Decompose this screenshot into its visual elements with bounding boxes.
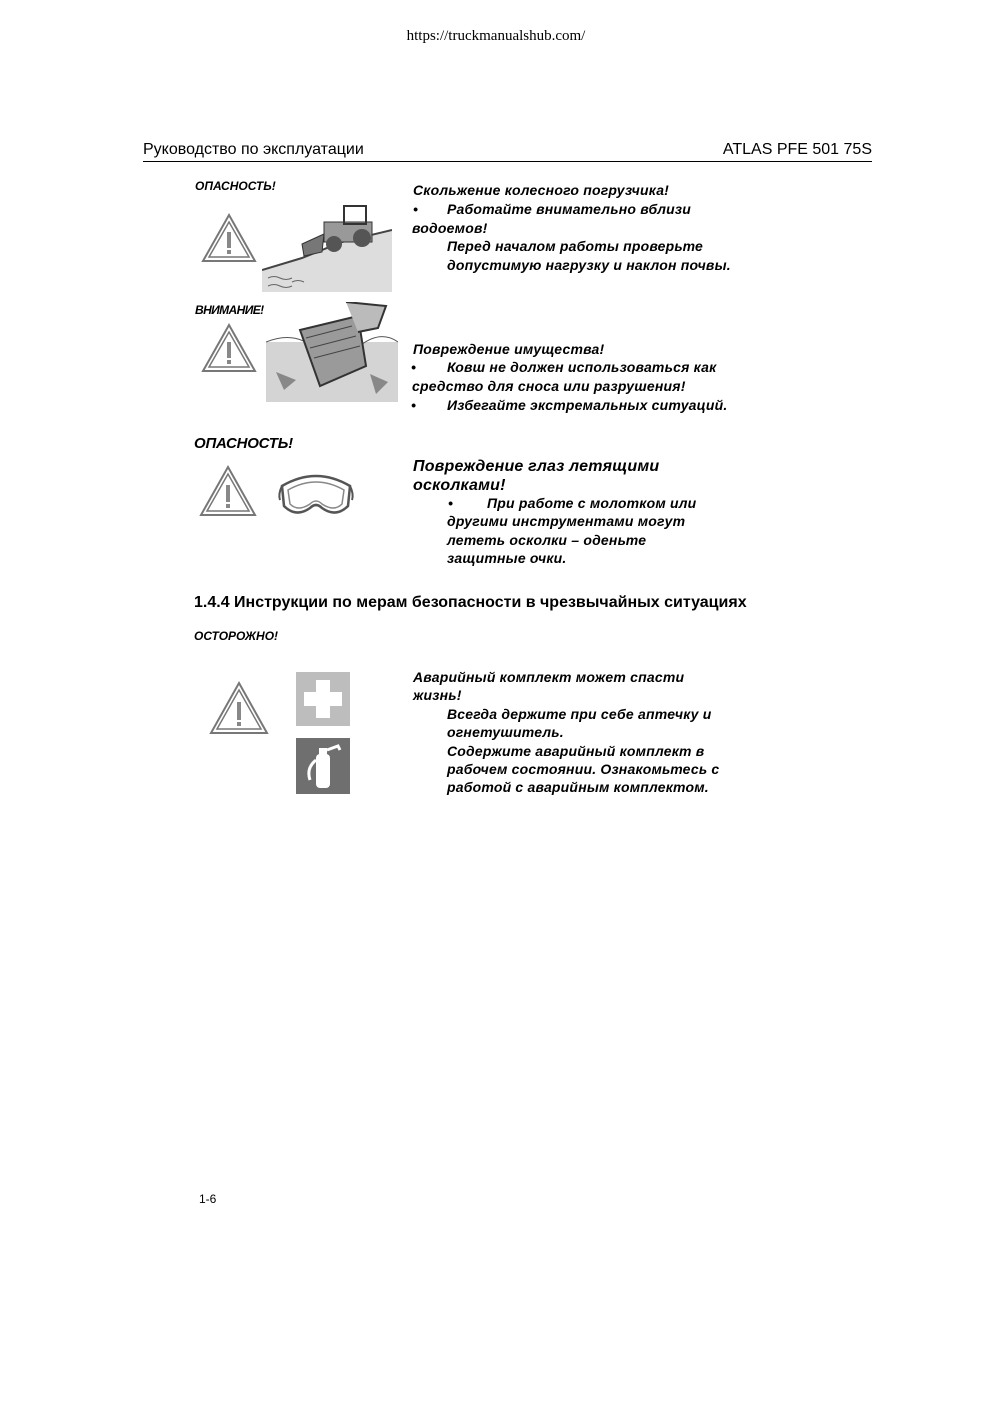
bullet: •: [411, 397, 417, 413]
block1-heading: Скольжение колесного погрузчика!: [413, 182, 670, 198]
warning-triangle-icon: [200, 322, 258, 374]
block1-line: Работайте внимательно вблизи: [447, 201, 691, 217]
safety-goggles-icon: [276, 464, 356, 520]
signal-word-danger-2: ОПАСНОСТЬ!: [194, 435, 293, 452]
page-number: 1-6: [199, 1192, 217, 1206]
section-line: работой с аварийным комплектом.: [447, 779, 709, 795]
header-title: Руководство по эксплуатации: [143, 141, 364, 158]
bullet: •: [411, 359, 417, 375]
fire-extinguisher-icon: [296, 738, 350, 794]
signal-word-danger-1: ОПАСНОСТЬ!: [195, 179, 276, 193]
block3-line: лететь осколки – оденьте: [447, 532, 647, 548]
section-title: 1.4.4 Инструкции по мерам безопасности в чрезвычайных ситуациях: [194, 594, 747, 611]
source-url[interactable]: https://truckmanualshub.com/: [406, 28, 586, 44]
block3-heading: Повреждение глаз летящими: [413, 458, 660, 475]
block3-line: защитные очки.: [447, 550, 567, 566]
block2-line: средство для сноса или разрушения!: [412, 378, 686, 394]
first-aid-icon: [296, 672, 350, 726]
warning-triangle-icon: [208, 680, 270, 736]
signal-word-caution: ОСТОРОЖНО!: [194, 629, 279, 643]
bucket-demolition-icon: [266, 302, 398, 402]
section-heading-cont: жизнь!: [413, 687, 462, 703]
section-line: огнетушитель.: [447, 724, 564, 740]
block3-heading-cont: осколками!: [413, 477, 506, 494]
bullet: •: [413, 201, 419, 217]
header-model: ATLAS PFE 501 75S: [722, 141, 872, 158]
block3-line: При работе с молотком или: [487, 495, 697, 511]
loader-slipping-icon: [262, 200, 392, 292]
page-header: [143, 141, 872, 162]
block2-line: Ковш не должен использоваться как: [447, 359, 717, 375]
block1-line: допустимую нагрузку и наклон почвы.: [447, 257, 731, 273]
section-line: Всегда держите при себе аптечку и: [447, 706, 712, 722]
warning-triangle-icon: [200, 212, 258, 264]
block3-line: другими инструментами могут: [447, 513, 686, 529]
warning-triangle-icon: [198, 464, 258, 518]
block1-line: водоемов!: [412, 220, 488, 236]
section-line: Содержите аварийный комплект в: [447, 743, 705, 759]
section-line: рабочем состоянии. Ознакомьтесь с: [447, 761, 720, 777]
block2-heading: Повреждение имущества!: [413, 341, 605, 357]
block2-line: Избегайте экстремальных ситуаций.: [447, 397, 728, 413]
block1-line: Перед началом работы проверьте: [447, 238, 704, 254]
signal-word-attention: ВНИМАНИЕ!: [195, 303, 264, 317]
section-heading: Аварийный комплект может спасти: [413, 669, 685, 685]
bullet: •: [448, 495, 454, 511]
